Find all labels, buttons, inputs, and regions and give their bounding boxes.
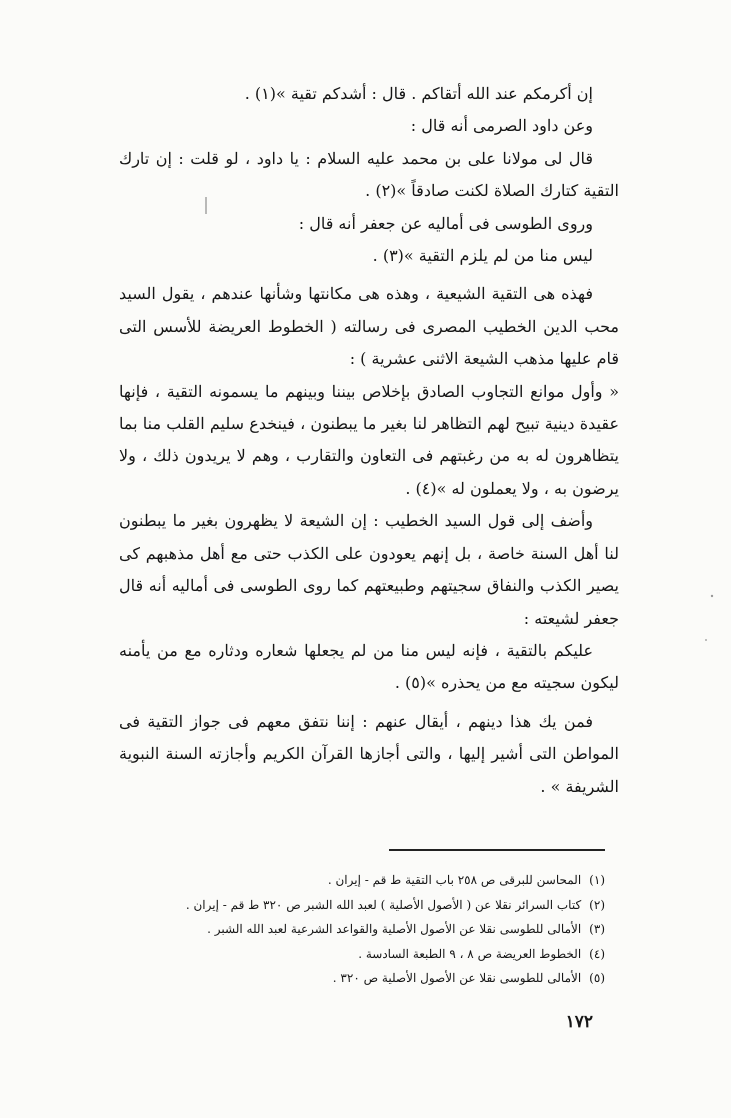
paragraph: وأضف إلى قول السيد الخطيب : إن الشيعة لا يظهرون بغير ما يبطنون لنا أهل السنة خاصة ، بل إنهم يعودون على الكذب حتى مع أهل مذهبهم كى يصير الكذب والنفاق سجيتهم وطبيعتهم كما روى الطوسى فى أماليه أنه قال جعفر لشيعته :	[119, 511, 619, 628]
paragraph: فمن يك هذا دينهم ، أيقال عنهم : إننا نتفق معهم فى جواز التقية فى المواطن التى أشير إليها ، والتى أجازها القرآن الكريم وأجازته السنة النبوية الشريفة » .	[119, 711, 619, 796]
main-text	[119, 78, 619, 803]
footnote-text: كتاب السرائر نقلا عن ( الأصول الأصلية ) لعبد الله الشبر ص ٣٢٠ ط قم - إيران .	[185, 897, 582, 912]
footnote	[115, 917, 605, 942]
footnote-number: (٢)	[589, 897, 605, 912]
footnote-text: الأمالى للطوسى نقلا عن الأصول الأصلية ص ٣٢٠ .	[332, 971, 582, 985]
paragraph: ليس منا من لم يلزم التقية »(٣) .	[372, 246, 593, 266]
scan-dot	[705, 639, 707, 641]
footnotes	[115, 868, 605, 991]
scan-dot	[711, 595, 713, 597]
footnote-text: المحاسن للبرقى ص ٢٥٨ باب التقية ط قم - إيران .	[327, 873, 582, 887]
paragraph: قال لى مولانا على بن محمد عليه السلام : يا داود ، لو قلت : إن تارك التقية كتارك الصلاة لكنت صادقاً »(٢) .	[119, 148, 619, 201]
footnote	[115, 868, 605, 893]
paragraph: وروى الطوسى فى أماليه عن جعفر أنه قال :	[298, 213, 593, 233]
footnote-text: الأمالى للطوسى نقلا عن الأصول الأصلية والقواعد الشرعية لعبد الله الشبر .	[207, 922, 582, 936]
footnote-divider	[389, 849, 605, 851]
footnote-text: الخطوط العريضة ص ٨ ، ٩ الطبعة السادسة .	[358, 946, 582, 961]
page-number: ١٧٢	[565, 1012, 593, 1032]
footnote-number: (١)	[589, 873, 605, 887]
footnote-number: (٥)	[589, 971, 605, 985]
paragraph: فهذه هى التقية الشيعية ، وهذه هى مكانتها وشأنها عندهم ، يقول السيد محب الدين الخطيب المصرى فى رسالته ( الخطوط العريضة للأسس التى قام عليها مذهب الشيعة الاثنى عشرية ) :	[119, 284, 620, 369]
footnote-number: (٣)	[589, 922, 605, 936]
paragraph: عليكم بالتقية ، فإنه ليس منا من لم يجعلها شعاره ودثاره مع من يأمنه ليكون سجيته مع من يحذره »(٥) .	[119, 640, 619, 693]
paragraph: وعن داود الصرمى أنه قال :	[410, 116, 593, 136]
quotation-paragraph: « وأول موانع التجاوب الصادق بإخلاص بيننا وبينهم ما يسمونه التقية ، فإنها عقيدة دينية تبيح لهم التظاهر لنا بغير ما يبطنون ، فينخدع سليم القلب منا بما يتظاهرون له به من رغبتهم فى التعاون والتقارب ، وهم لا يريدون ذلك ، ولا يرضون به ، ولا يعملون له »(٤) .	[119, 381, 620, 498]
footnote	[115, 942, 605, 967]
footnote-number: (٤)	[589, 946, 605, 961]
footnote	[115, 966, 605, 991]
paragraph: إن أكرمكم عند الله أتقاكم . قال : أشدكم تقية »(١) .	[244, 84, 593, 103]
footnote	[115, 893, 605, 918]
